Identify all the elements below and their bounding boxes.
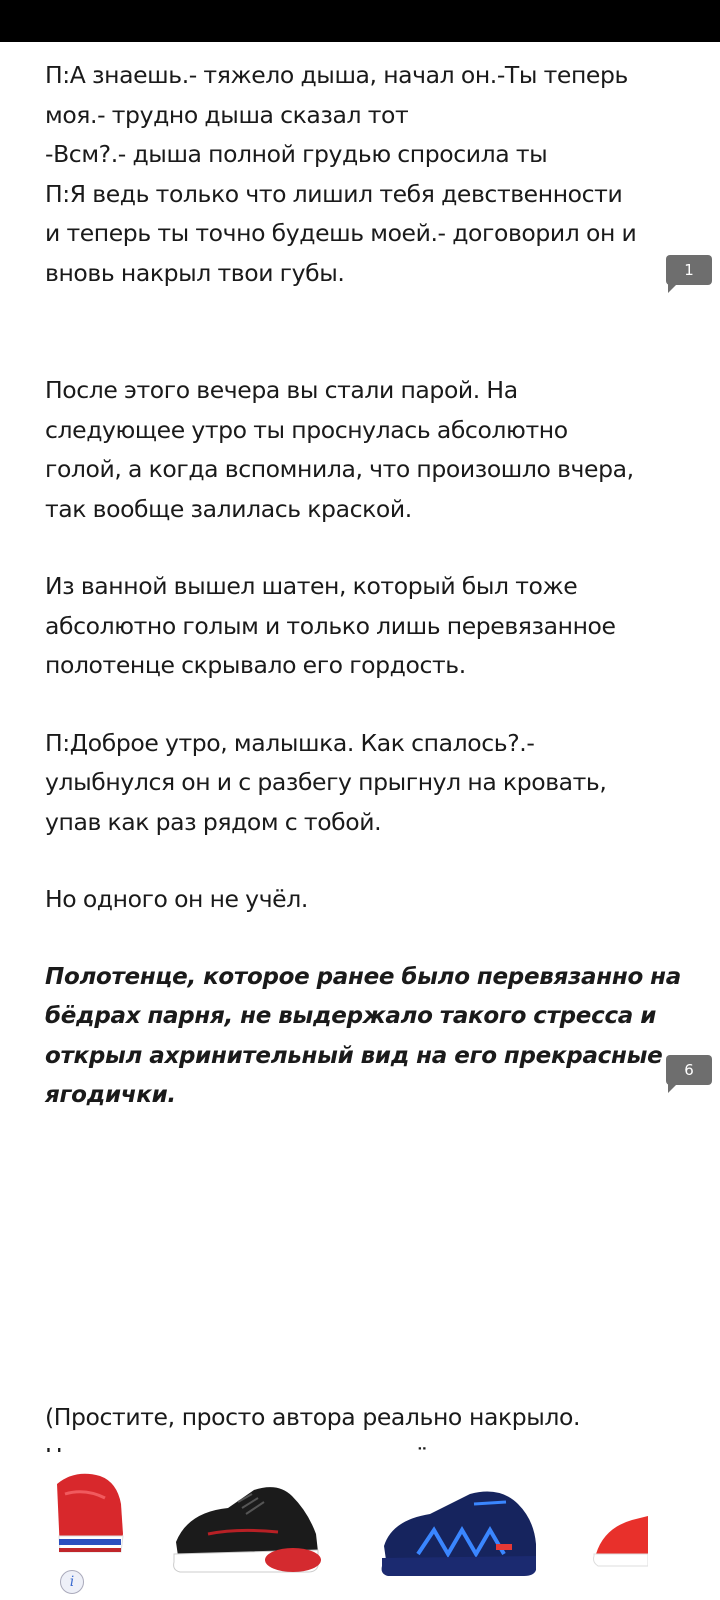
red-sneaker-image[interactable]: [55, 1464, 135, 1564]
text-line: абсолютно голым и только лишь перевязанное: [45, 611, 616, 640]
text-line: Но одного он не учёл.: [45, 885, 308, 913]
text-line: ягодички.: [45, 1082, 176, 1108]
text-line: так вообще залилась краской.: [45, 494, 412, 523]
ad-info-icon[interactable]: i: [60, 1570, 84, 1594]
comment-count-badge[interactable]: 1: [666, 255, 712, 285]
paragraph-6-emphasis: [45, 958, 681, 1116]
paragraph-4: [45, 724, 660, 843]
text-line: следующее утро ты проснулась абсолютно: [45, 415, 568, 444]
ad-banner[interactable]: [0, 1452, 720, 1600]
comment-count-badge[interactable]: 6: [666, 1055, 712, 1085]
text-line: бёдрах парня, не выдержало такого стресса и: [45, 1003, 657, 1029]
blue-sneaker-image[interactable]: [378, 1474, 543, 1582]
text-line: упав как раз рядом с тобой.: [45, 807, 382, 836]
text-line: (Простите, просто автора реально накрыло.: [45, 1403, 581, 1431]
text-line: улыбнулся он и с разбегу прыгнул на кровать,: [45, 768, 607, 796]
text-line: Полотенце, которое ранее было перевязанно на: [45, 963, 681, 990]
text-line: П:Я ведь только что лишил тебя девственности: [45, 179, 623, 208]
black-sneaker-image[interactable]: [168, 1472, 328, 1582]
paragraph-1: [45, 56, 660, 293]
text-line: полотенце скрывало его гордость.: [45, 651, 466, 679]
text-line: моя.- трудно дыша сказал тот: [45, 100, 409, 129]
text-line: вновь накрыл твои губы.: [45, 258, 345, 287]
paragraph-3: [45, 567, 660, 686]
text-line: П:А знаешь.- тяжело дыша, начал он.-Ты теперь: [45, 61, 628, 89]
paragraph-2: [45, 371, 660, 529]
story-text: [45, 56, 681, 1116]
paragraph-5: [45, 880, 660, 920]
text-line: открыл ахринительный вид на его прекрасные: [45, 1042, 663, 1069]
text-line: Из ванной вышел шатен, который был тоже: [45, 572, 578, 600]
text-line: П:Доброе утро, малышка. Как спалось?.-: [45, 728, 535, 757]
text-line: После этого вечера вы стали парой. На: [45, 376, 518, 404]
text-line: -Всм?.- дыша полной грудью спросила ты: [45, 140, 548, 168]
text-line: голой, а когда вспомнила, что произошло вчера,: [45, 455, 634, 483]
red-sneaker-partial-image[interactable]: [592, 1504, 648, 1574]
status-bar: [0, 0, 720, 42]
text-line: и теперь ты точно будешь моей.- договорил он и: [45, 219, 637, 247]
